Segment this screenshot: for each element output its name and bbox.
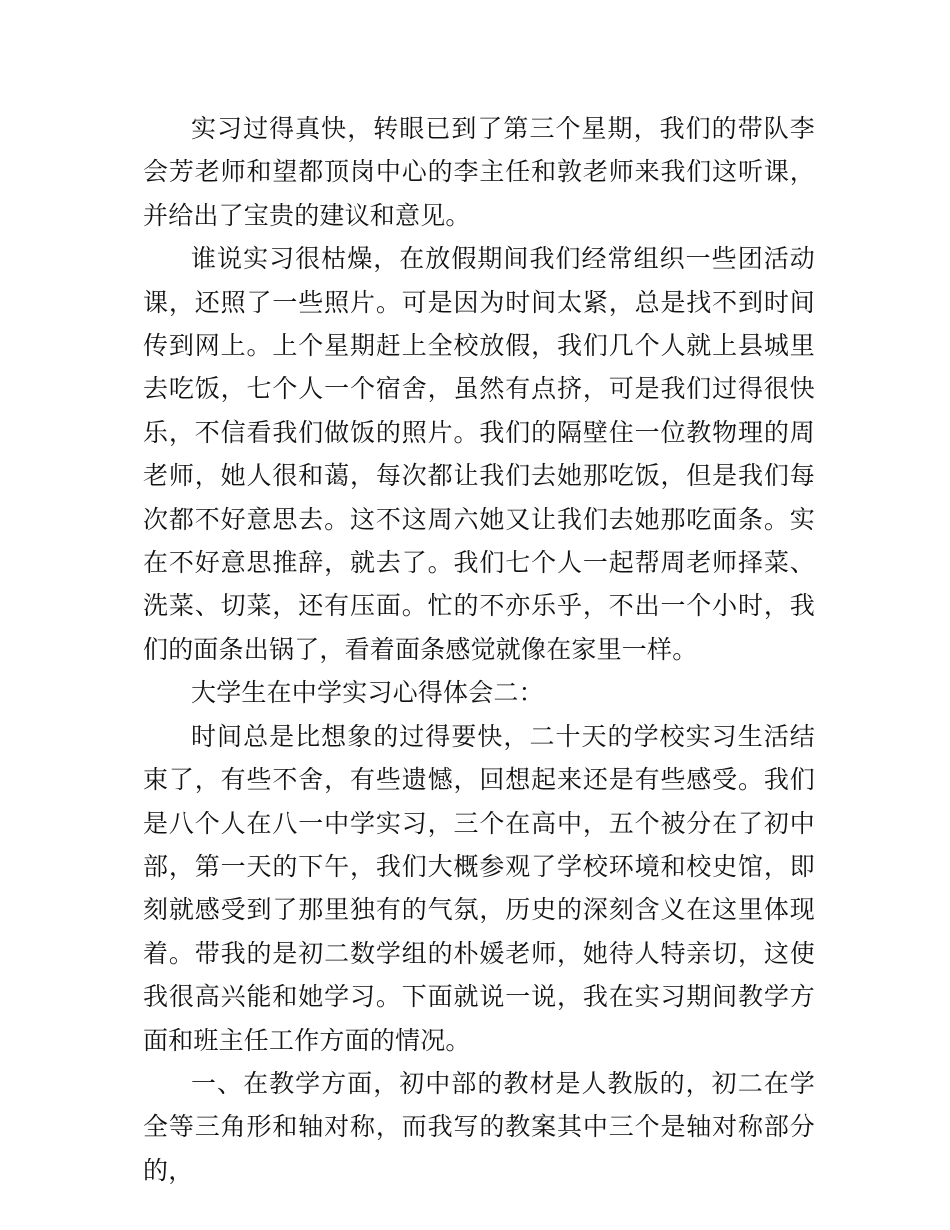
paragraph-school-internship: 时间总是比想象的过得要快，二十天的学校实习生活结束了，有些不舍，有些遗憾，回想起来还是有些感受。我们是八个人在八一中学实习，三个在高中，五个被分在了初中部，第一天的下午，我们大概参观了学校环境和校史馆，即刻就感受到了那里独有的气氛，历史的深刻含义在这里体现着。带我的是初二数学组的朴媛老师，她待人特亲切，这使我很高兴能和她学习。下面就说一说，我在实习期间教学方面和班主任工作方面的情况。 bbox=[143, 721, 815, 1055]
document-body bbox=[143, 107, 815, 1192]
paragraph-group-activities: 谁说实习很枯燥，在放假期间我们经常组织一些团活动课，还照了一些照片。可是因为时间太紧，总是找不到时间传到网上。上个星期赶上全校放假，我们几个人就上县城里去吃饭，七个人一个宿舍，虽然有点挤，可是我们过得很快乐，不信看我们做饭的照片。我们的隔壁住一位教物理的周老师，她人很和蔼，每次都让我们去她那吃饭，但是我们每次都不好意思去。这不这周六她又让我们去她那吃面条。实在不好意思推辞，就去了。我们七个人一起帮周老师择菜、洗菜、切菜，还有压面。忙的不亦乐乎，不出一个小时，我们的面条出锅了，看着面条感觉就像在家里一样。 bbox=[143, 244, 815, 664]
section-heading-experience-two: 大学生在中学实习心得体会二： bbox=[191, 678, 544, 708]
paragraph-internship-visit: 实习过得真快，转眼已到了第三个星期，我们的带队李会芳老师和望都顶岗中心的李主任和敦老师来我们这听课，并给出了宝贵的建议和意见。 bbox=[143, 114, 815, 230]
paragraph-teaching-aspect: 一、在教学方面，初中部的教材是人教版的，初二在学全等三角形和轴对称，而我写的教案其中三个是轴对称部分的， bbox=[143, 1068, 815, 1185]
